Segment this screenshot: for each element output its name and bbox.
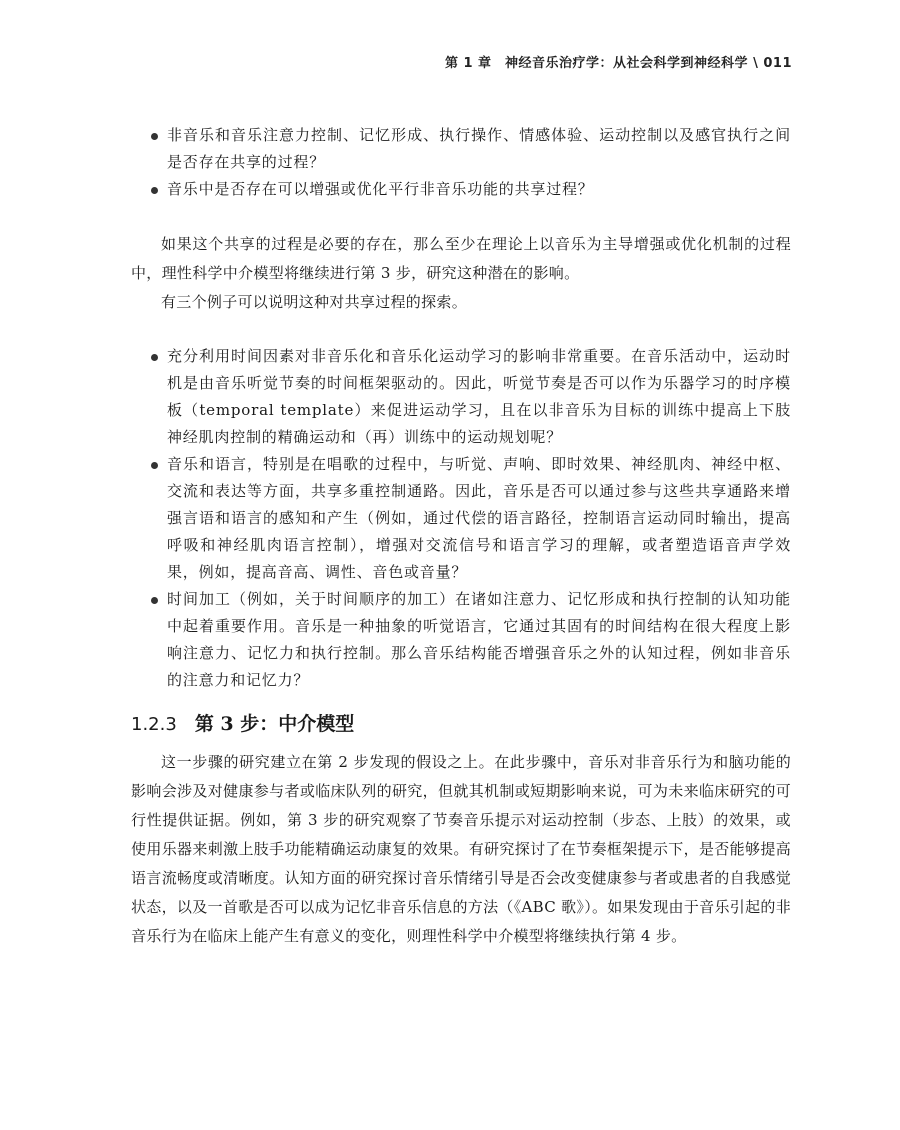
running-head: 第 1 章 神经音乐治疗学：从社会科学到神经科学 \ 011: [444, 56, 792, 71]
body-paragraph: 有三个例子可以说明这种对共享过程的探索。: [161, 293, 468, 311]
section-title: 第 3 步：中介模型: [194, 713, 355, 735]
list-item: 非音乐和音乐注意力控制、记忆形成、执行操作、情感体验、运动控制以及感官执行之间是否存在共享的过程？: [131, 122, 791, 176]
body-paragraph: 这一步骤的研究建立在第 2 步发现的假设之上。在此步骤中，音乐对非音乐行为和脑功能的影响会涉及对健康参与者或临床队列的研究，但就其机制或短期影响来说，可为未来临床研究的可行性提供证据。例如，第 3 步的研究观察了节奏音乐提示对运动控制（步态、上肢）的效果，或使用乐器来刺激上肢手功能精确运动康复的效果。有研究探讨了在节奏框架提示下，是否能够提高语言流畅度或清晰度。认知方面的研究探讨音乐情绪引导是否会改变健康参与者或患者的自我感觉状态，以及一首歌是否可以成为记忆非音乐信息的方法（《ABC 歌》）。如果发现由于音乐引起的非音乐行为在临床上能产生有意义的变化，则理性科学中介模型将继续执行第 4 步。: [131, 753, 791, 945]
list-item: 音乐和语言，特别是在唱歌的过程中，与听觉、声响、即时效果、神经肌肉、神经中枢、交流和表达等方面，共享多重控制通路。因此，音乐是否可以通过参与这些共享通路来增强言语和语言的感知和产生（例如，通过代偿的语言路径，控制语言运动同时输出，提高呼吸和神经肌肉语言控制），增强对交流信号和语言学习的理解，或者塑造语音声学效果，例如，提高音高、调性、音色或音量？: [131, 451, 791, 586]
list-item: 时间加工（例如，关于时间顺序的加工）在诸如注意力、记忆形成和执行控制的认知功能中起着重要作用。音乐是一种抽象的听觉语言，它通过其固有的时间结构在很大程度上影响注意力、记忆力和执行控制。那么音乐结构能否增强音乐之外的认知过程，例如非音乐的注意力和记忆力？: [131, 586, 791, 694]
page-content: [131, 122, 791, 951]
question-list: [131, 122, 791, 203]
section-heading: [131, 708, 791, 740]
list-item: 充分利用时间因素对非音乐化和音乐化运动学习的影响非常重要。在音乐活动中，运动时机是由音乐听觉节奏的时间框架驱动的。因此，听觉节奏是否可以作为乐器学习的时序模板（temporal template）来促进运动学习，且在以非音乐为目标的训练中提高上下肢神经肌肉控制的精确运动和（再）训练中的运动规划呢？: [131, 343, 791, 451]
example-list: [131, 343, 791, 694]
body-paragraph: 如果这个共享的过程是必要的存在，那么至少在理论上以音乐为主导增强或优化机制的过程中，理性科学中介模型将继续进行第 3 步，研究这种潜在的影响。: [131, 235, 791, 282]
section-number: 1.2.3: [131, 714, 177, 735]
list-item: 音乐中是否存在可以增强或优化平行非音乐功能的共享过程？: [131, 176, 791, 203]
